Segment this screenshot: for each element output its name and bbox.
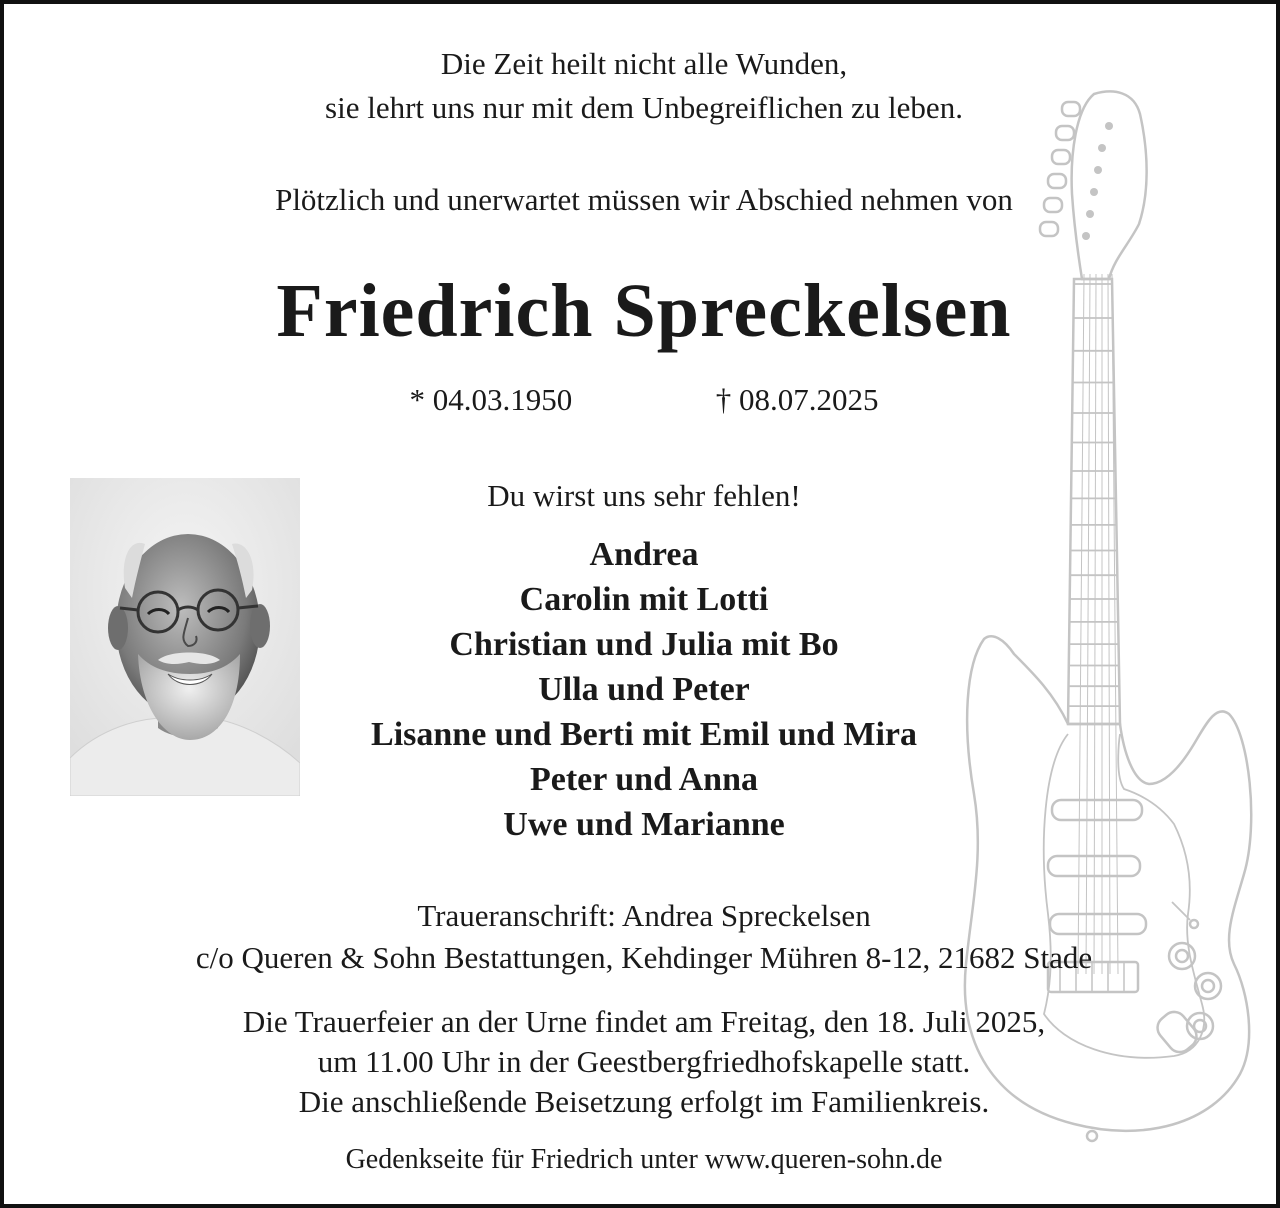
intro-text: Plötzlich und unerwartet müssen wir Abschied nehmen von xyxy=(275,182,1013,217)
deceased-name: Friedrich Spreckelsen xyxy=(276,269,1012,353)
service-line-1: Die Trauerfeier an der Urne findet am Freitag, den 18. Juli 2025, xyxy=(242,1004,1046,1039)
address-line-2: c/o Queren & Sohn Bestattungen, Kehdinger Mühren 8-12, 21682 Stade xyxy=(195,940,1093,975)
service-line-2: um 11.00 Uhr in der Geestbergfriedhofskapelle statt. xyxy=(317,1044,971,1079)
death-date: † 08.07.2025 xyxy=(715,382,879,417)
quote-line-1: Die Zeit heilt nicht alle Wunden, xyxy=(440,46,848,81)
mourner-name: Christian und Julia mit Bo xyxy=(449,626,839,663)
mourner-name: Carolin mit Lotti xyxy=(519,581,769,618)
mourner-name: Uwe und Marianne xyxy=(503,806,785,843)
mourner-name: Lisanne und Berti mit Emil und Mira xyxy=(371,716,917,753)
life-dates xyxy=(4,382,1280,418)
memorial-page-link[interactable]: Gedenkseite für Friedrich unter www.queren-sohn.de xyxy=(345,1144,943,1175)
mourner-name: Andrea xyxy=(589,536,699,573)
birth-date: * 04.03.1950 xyxy=(409,382,573,417)
farewell-text: Du wirst uns sehr fehlen! xyxy=(487,478,801,513)
mourner-name: Peter und Anna xyxy=(530,761,758,798)
quote-line-2: sie lehrt uns nur mit dem Unbegreiflichen zu leben. xyxy=(325,90,963,125)
service-line-3: Die anschließende Beisetzung erfolgt im Familienkreis. xyxy=(298,1084,990,1119)
mourner-name: Ulla und Peter xyxy=(538,671,750,708)
address-line-1: Traueranschrift: Andrea Spreckelsen xyxy=(417,898,871,933)
